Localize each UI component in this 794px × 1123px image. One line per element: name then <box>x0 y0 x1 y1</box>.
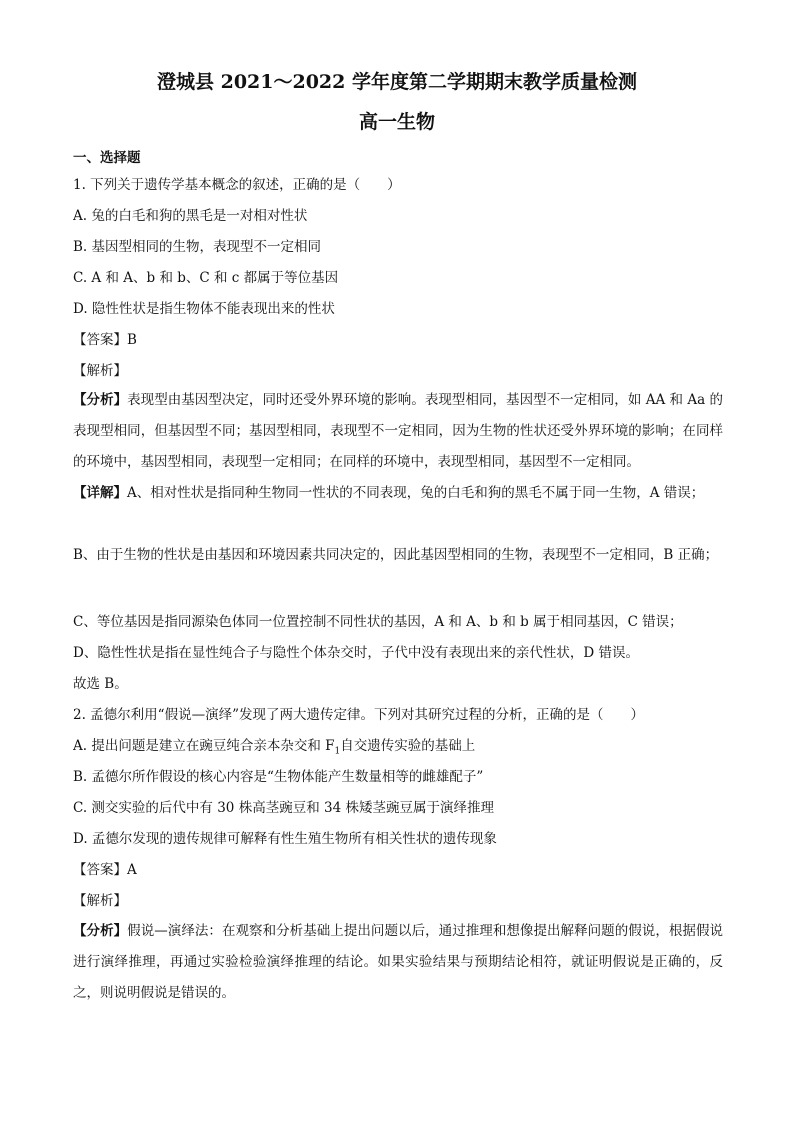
q2-fenxi-tag: 【分析】 <box>73 923 128 939</box>
q1-answer: 【答案】B <box>73 332 137 348</box>
section-heading: 一、选择题 <box>73 150 141 166</box>
q2-option-a-sub: 1 <box>334 746 341 757</box>
q1-xiangjie-c: C、等位基因是指同源染色体同一位置控制不同性状的基因，A 和 A、b 和 b 属于相同基因，C 错误； <box>73 614 683 630</box>
exam-title: 澄城县 2021～2022 学年度第二学期期末教学质量检测 <box>157 71 637 93</box>
q1-option-a: A. 兔的白毛和狗的黑毛是一对相对性状 <box>73 208 308 224</box>
q1-xiangjie-a <box>73 478 723 509</box>
q2-answer: 【答案】A <box>73 862 137 878</box>
q1-xiangjie-d: D、隐性性状是指在显性纯合子与隐性个体杂交时，子代中没有表现出来的亲代性状，D 错误。 <box>73 645 639 661</box>
q1-stem: 1. 下列关于遗传学基本概念的叙述，正确的是（ ） <box>73 177 401 193</box>
q2-option-c: C. 测交实验的后代中有 30 株高茎豌豆和 34 株矮茎豌豆属于演绎推理 <box>73 800 494 816</box>
q1-xiangjie-tag: 【详解】 <box>73 485 127 501</box>
q1-option-d: D. 隐性性状是指生物体不能表现出来的性状 <box>73 301 335 317</box>
q2-option-b: B. 孟德尔所作假设的核心内容是“生物体能产生数量相等的雌雄配子” <box>73 769 484 785</box>
q1-option-b: B. 基因型相同的生物，表现型不一定相同 <box>73 239 322 255</box>
q2-option-d: D. 孟德尔发现的遗传规律可解释有性生殖生物所有相关性状的遗传现象 <box>73 831 497 847</box>
q1-fenxi-text: 表现型由基因型决定，同时还受外界环境的影响。表现型相同，基因型不一定相同，如 AA 和 Aa 的表现型相同，但基因型不同；基因型相同，表现型不一定相同，因为生物的性状还受外界环境的影响；在同样的环境中，基因型相同，表现型一定相同；在同样的环境中，表现型相同，基因型不一定相同。 <box>73 392 723 470</box>
q1-fenxi <box>73 385 723 478</box>
q2-fenxi <box>73 916 723 1009</box>
q1-conclusion: 故选 B。 <box>73 676 128 692</box>
q2-analysis-label: 【解析】 <box>73 893 127 909</box>
q2-stem: 2. 孟德尔利用“假说—演绎”发现了两大遗传定律。下列对其研究过程的分析，正确的是（ ） <box>73 707 644 723</box>
q1-xiangjie-a-text: A、相对性状是指同种生物同一性状的不同表现，兔的白毛和狗的黑毛不属于同一生物，A 错误； <box>127 485 705 501</box>
q2-fenxi-text: 假说—演绎法：在观察和分析基础上提出问题以后，通过推理和想像提出解释问题的假说，根据假说进行演绎推理，再通过实验检验演绎推理的结论。如果实验结果与预期结论相符，就证明假说是正确的，反之，则说明假说是错误的。 <box>73 923 723 1001</box>
q2-option-a-post: 自交遗传实验的基础上 <box>340 738 476 754</box>
q1-fenxi-tag: 【分析】 <box>73 392 128 408</box>
q1-analysis-label: 【解析】 <box>73 363 127 379</box>
q1-xiangjie-b: B、由于生物的性状是由基因和环境因素共同决定的，因此基因型相同的生物，表现型不一定相同，B 正确； <box>73 547 719 563</box>
exam-subtitle: 高一生物 <box>358 111 435 133</box>
q2-option-a <box>73 736 723 762</box>
q1-option-c: C. A 和 A、b 和 b、C 和 c 都属于等位基因 <box>73 270 339 286</box>
q2-option-a-pre: A. 提出问题是建立在豌豆纯合亲本杂交和 F <box>73 738 335 754</box>
